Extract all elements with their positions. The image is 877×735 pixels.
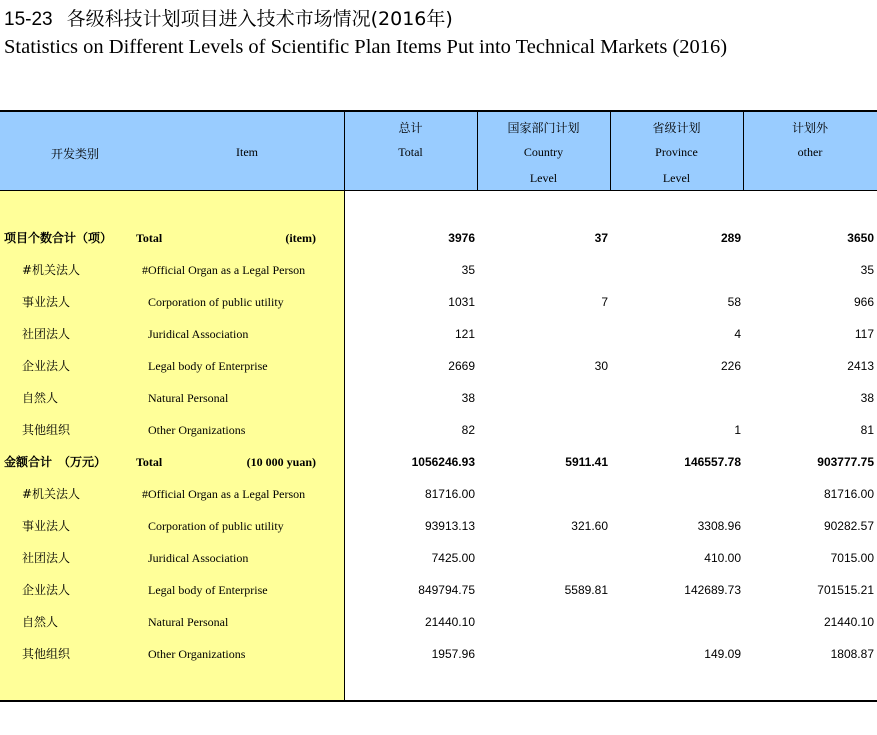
cell-total: 82	[461, 423, 475, 437]
table-row	[0, 644, 877, 664]
table-row	[0, 356, 877, 376]
cell-total: 3976	[448, 231, 475, 245]
cell-province: 149.09	[704, 647, 741, 661]
row-item: Juridical Association	[148, 551, 249, 565]
header-total-en: Total	[398, 145, 423, 159]
cell-other: 35	[860, 263, 874, 277]
table-row	[0, 388, 877, 408]
cell-total: 1957.96	[431, 647, 475, 661]
row-category: 金额合计 （万元）	[4, 455, 107, 469]
cell-total: 81716.00	[424, 487, 475, 501]
table-row	[0, 420, 877, 440]
cell-total: 849794.75	[418, 583, 475, 597]
header-other	[743, 112, 877, 190]
table-row	[0, 548, 877, 568]
header-category-cn: 开发类别	[50, 147, 99, 161]
cell-other: 38	[860, 391, 874, 405]
cell-province: 1	[734, 423, 741, 437]
header-country	[477, 112, 610, 190]
cell-country: 37	[594, 231, 608, 245]
cell-total: 21440.10	[424, 615, 475, 629]
header-province-en2: Level	[662, 171, 691, 185]
row-item: Other Organizations	[148, 423, 246, 437]
header-province	[610, 112, 743, 190]
table-row	[0, 324, 877, 344]
header-province-cn: 省级计划	[652, 121, 701, 135]
cell-country: 321.60	[571, 519, 608, 533]
cell-total: 7425.00	[431, 551, 475, 565]
cell-other: 1808.87	[830, 647, 874, 661]
header-province-en1: Province	[655, 145, 698, 159]
table-row	[0, 292, 877, 312]
table-title-cn-text: 各级科技计划项目进入技术市场情况(2016年)	[66, 8, 453, 30]
cell-province: 289	[720, 231, 741, 245]
row-category: 企业法人	[22, 359, 71, 373]
cell-province: 58	[727, 295, 741, 309]
cell-other: 3650	[847, 231, 874, 245]
row-category: #机关法人	[22, 263, 81, 277]
header-other-en: other	[797, 145, 823, 159]
cell-other: 21440.10	[823, 615, 874, 629]
cell-province: 3308.96	[697, 519, 741, 533]
row-item: Other Organizations	[148, 647, 246, 661]
header-item	[150, 112, 344, 190]
row-category: 事业法人	[22, 519, 71, 533]
cell-other: 966	[853, 295, 874, 309]
cell-total: 1056246.93	[411, 455, 475, 469]
table-row	[0, 580, 877, 600]
table-row	[0, 260, 877, 280]
header-total	[344, 112, 477, 190]
header-country-en1: Country	[523, 145, 564, 159]
table-row-count-total	[0, 228, 877, 248]
cell-other: 117	[854, 327, 874, 341]
table-row	[0, 484, 877, 504]
cell-country: 30	[594, 359, 608, 373]
row-unit: (item)	[285, 231, 316, 245]
cell-province: 146557.78	[684, 455, 741, 469]
cell-other: 903777.75	[817, 455, 874, 469]
cell-other: 701515.21	[817, 583, 874, 597]
header-rule	[0, 190, 877, 191]
cell-country: 5589.81	[564, 583, 608, 597]
row-item: #Official Organ as a Legal Person	[142, 263, 306, 277]
row-category: 其他组织	[22, 423, 71, 437]
row-category: #机关法人	[22, 487, 81, 501]
cell-total: 1031	[448, 295, 475, 309]
row-item: Natural Personal	[148, 391, 229, 405]
cell-other: 90282.57	[823, 519, 874, 533]
cell-province: 4	[734, 327, 741, 341]
table-row	[0, 612, 877, 632]
row-category: 社团法人	[22, 327, 71, 341]
cell-total: 35	[461, 263, 475, 277]
row-category: 自然人	[22, 391, 59, 405]
table-number: 15-23	[4, 9, 53, 30]
row-category: 其他组织	[22, 647, 71, 661]
cell-country: 7	[601, 295, 608, 309]
row-category: 事业法人	[22, 295, 71, 309]
cell-total: 2669	[448, 359, 475, 373]
cell-total: 121	[454, 327, 475, 341]
cell-other: 2413	[847, 359, 874, 373]
row-item: Legal body of Enterprise	[148, 583, 268, 597]
cell-other: 7015.00	[830, 551, 874, 565]
row-item: Legal body of Enterprise	[148, 359, 268, 373]
row-item: Total	[136, 231, 163, 245]
table-title-en: Statistics on Different Levels of Scientific Plan Items Put into Technical Markets (2016)	[4, 36, 728, 58]
cell-province: 142689.73	[684, 583, 741, 597]
row-category: 社团法人	[22, 551, 71, 565]
cell-total: 93913.13	[424, 519, 475, 533]
header-country-cn: 国家部门计划	[507, 121, 580, 135]
table-title-cn	[4, 4, 453, 31]
row-item: #Official Organ as a Legal Person	[142, 487, 306, 501]
cell-country: 5911.41	[565, 455, 608, 469]
header-item-en: Item	[236, 145, 258, 159]
cell-other: 81	[860, 423, 874, 437]
row-item: Natural Personal	[148, 615, 229, 629]
cell-other: 81716.00	[823, 487, 874, 501]
row-item: Corporation of public utility	[148, 295, 284, 309]
table-row-amount-total	[0, 452, 877, 472]
table-row	[0, 516, 877, 536]
row-category: 项目个数合计（项）	[4, 231, 113, 245]
row-item: Total	[136, 455, 163, 469]
header-total-cn: 总计	[398, 121, 423, 135]
row-category: 企业法人	[22, 583, 71, 597]
row-item: Juridical Association	[148, 327, 249, 341]
row-item: Corporation of public utility	[148, 519, 284, 533]
header-category	[0, 112, 150, 190]
cell-total: 38	[461, 391, 475, 405]
cell-province: 410.00	[704, 551, 741, 565]
cell-province: 226	[720, 359, 741, 373]
row-category: 自然人	[22, 615, 59, 629]
bottom-rule	[0, 700, 877, 702]
header-country-en2: Level	[529, 171, 558, 185]
row-unit: (10 000 yuan)	[246, 455, 316, 469]
header-other-cn: 计划外	[791, 121, 828, 135]
